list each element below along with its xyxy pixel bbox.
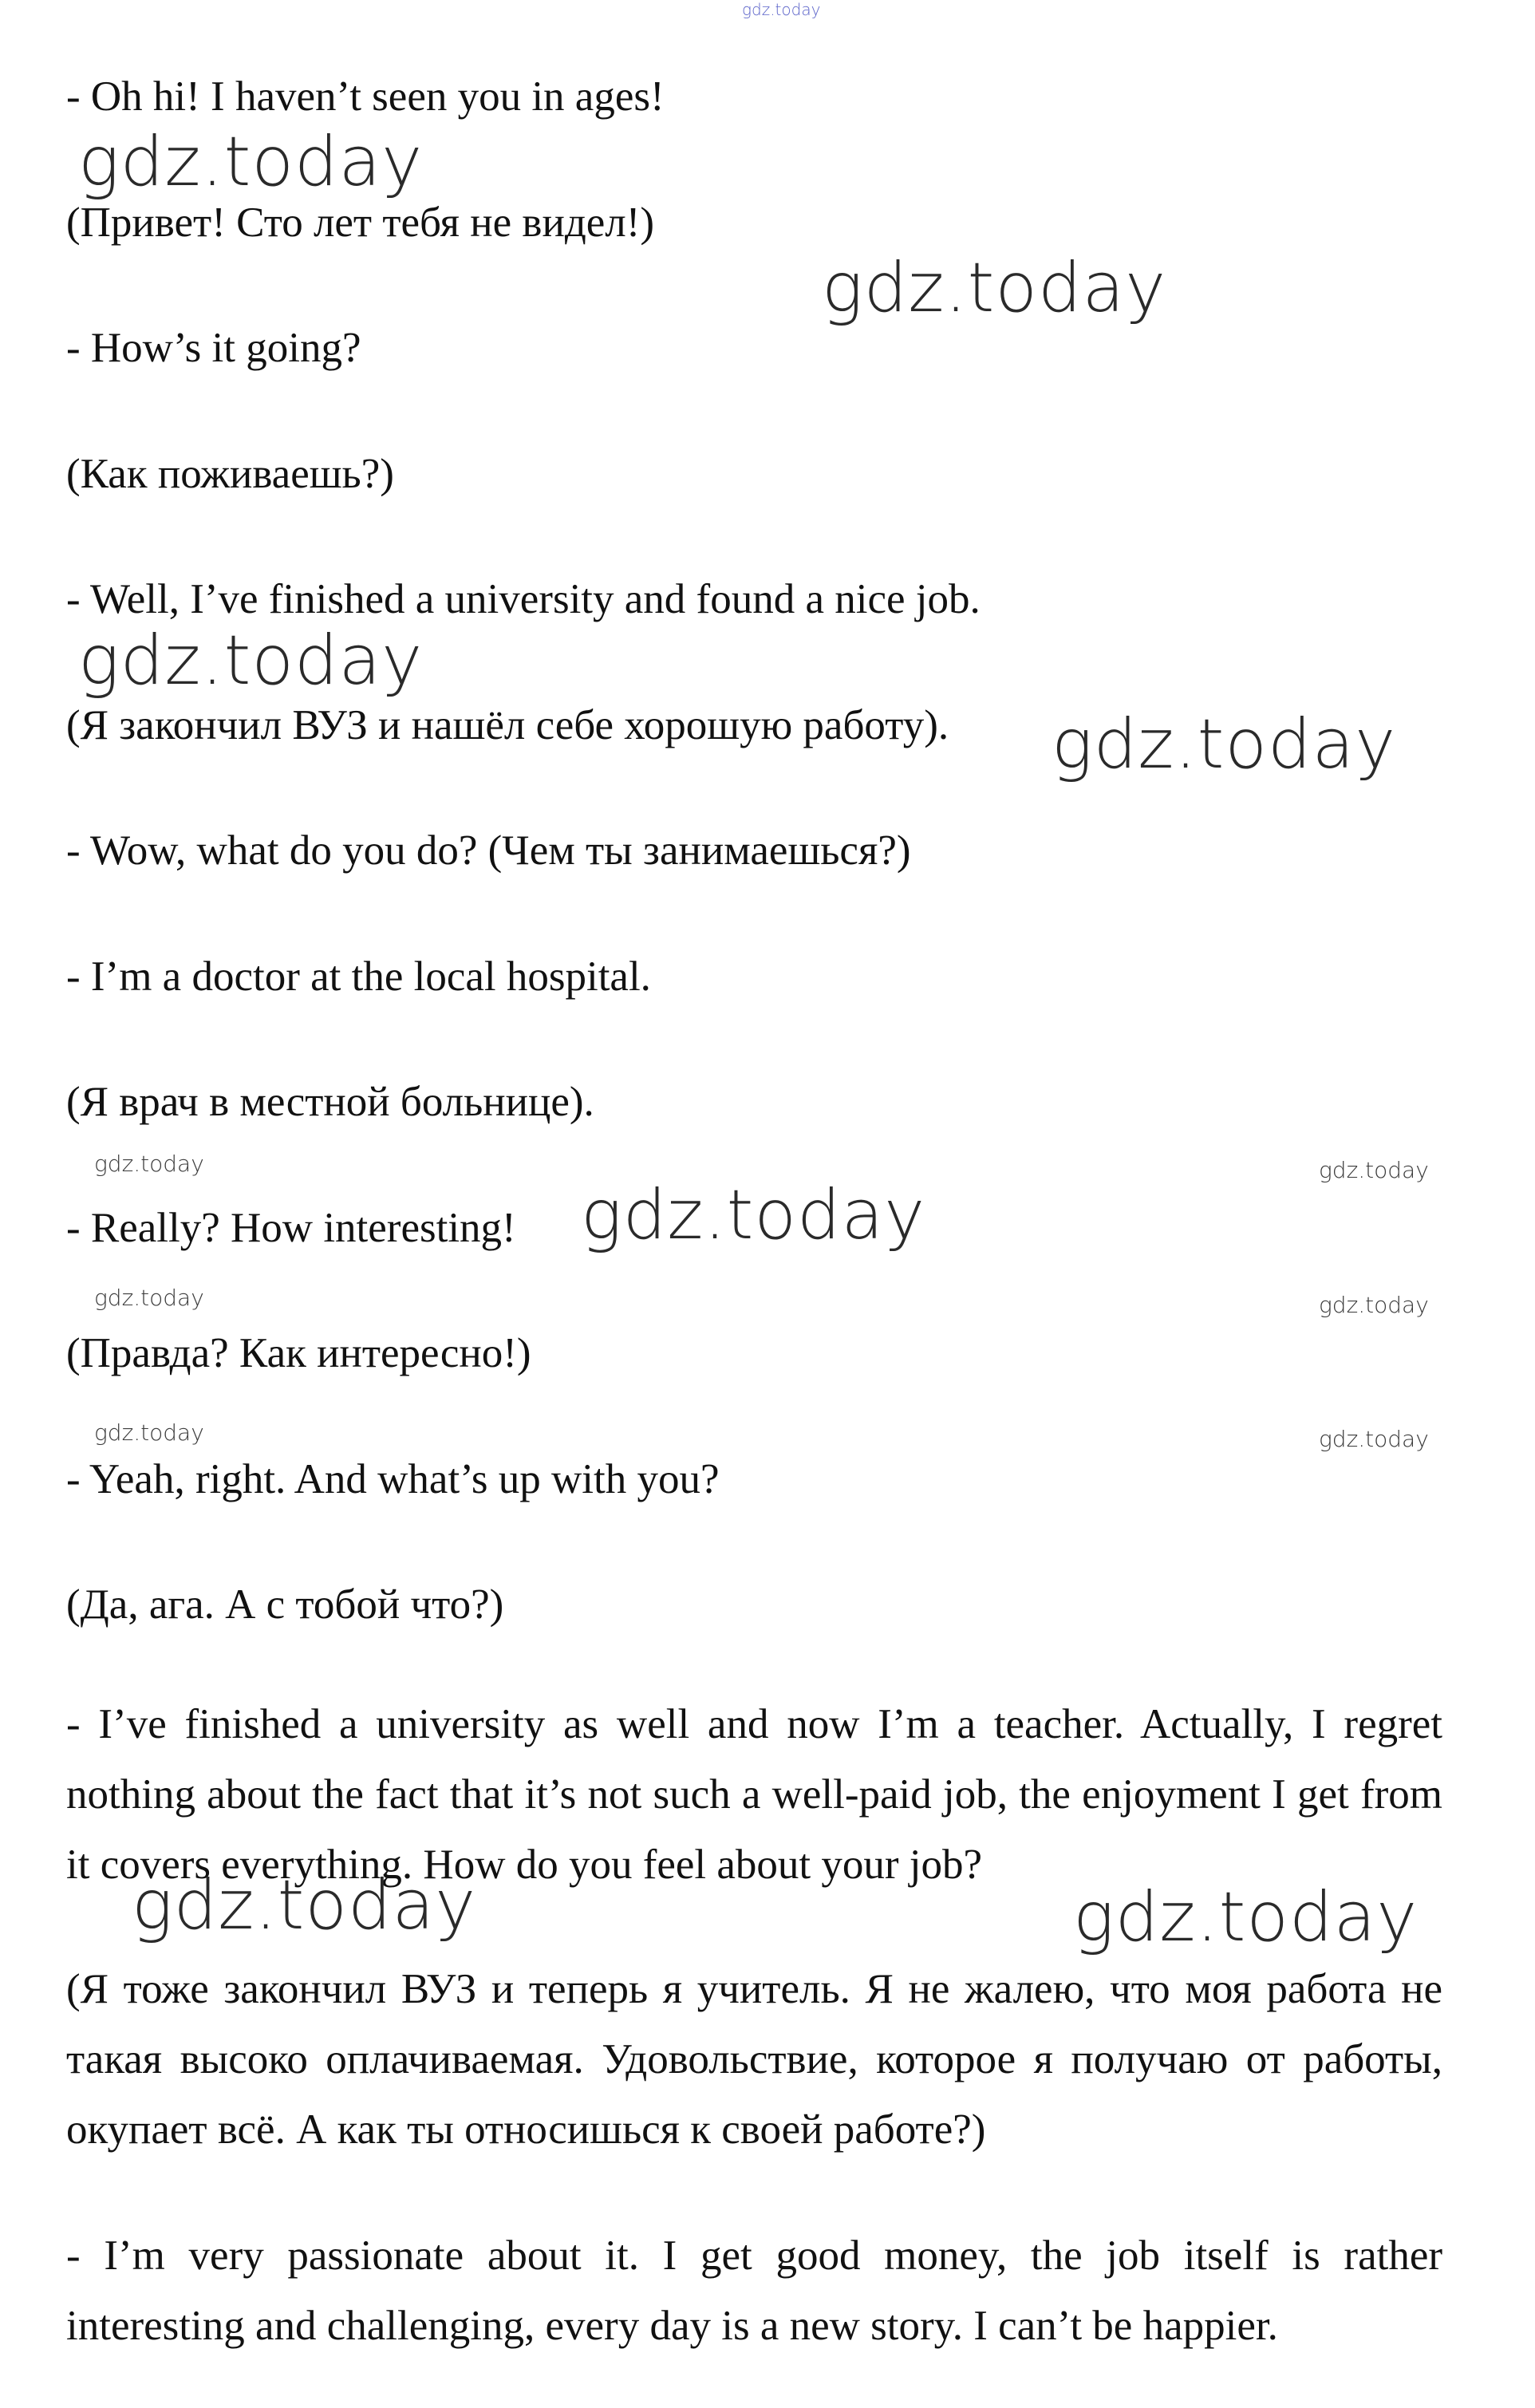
watermark-small-1: gdz.today [94,1151,204,1177]
dialogue-paragraph-2: (Я тоже закончил ВУЗ и теперь я учитель. Я не жалею, что моя работа не такая высоко оплачиваемая. Удовольствие, которое я получаю от работы, окупает всё. А как ты относишься к своей работе?) [66,1966,1442,2153]
dialogue-line-5: - Well, I’ve finished a university and found a nice job. [66,576,981,622]
watermark-large-2: gdz.today [822,248,1167,328]
dialogue-line-11: (Правда? Как интересно!) [66,1330,531,1376]
dialogue-line-9: (Я врач в местной больнице). [66,1079,594,1125]
dialogue-line-7: - Wow, what do you do? (Чем ты занимаешься?) [66,827,911,874]
watermark-small-3: gdz.today [94,1285,204,1311]
dialogue-paragraph-1: - I’ve finished a university as well and now I’m a teacher. Actually, I regret nothing about the fact that it’s not such a well-paid job, the enjoyment I get from it covers everything. How do you feel about your job? [66,1701,1442,1888]
dialogue-line-12: - Yeah, right. And what’s up with you? [66,1456,720,1502]
watermark-small-6: gdz.today [1319,1426,1429,1452]
watermark-top: gdz.today [742,0,821,19]
dialogue-line-10: - Really? How interesting! [66,1205,516,1251]
dialogue-paragraph-3: - I’m very passionate about it. I get good money, the job itself is rather interesting and challenging, every day is a new story. I can’t be happier. [66,2232,1442,2349]
dialogue-line-8: - I’m a doctor at the local hospital. [66,953,651,1000]
watermark-large-1: gdz.today [78,122,424,202]
watermark-small-2: gdz.today [1319,1157,1429,1183]
dialogue-line-3: - How’s it going? [66,325,361,371]
dialogue-line-13: (Да, ага. А с тобой что?) [66,1581,504,1628]
watermark-large-4: gdz.today [1052,705,1397,784]
watermark-small-5: gdz.today [94,1419,204,1446]
watermark-large-6: gdz.today [132,1865,477,1945]
watermark-large-3: gdz.today [78,621,424,701]
dialogue-line-4: (Как поживаешь?) [66,451,394,497]
dialogue-line-6: (Я закончил ВУЗ и нашёл себе хорошую работу). [66,702,949,748]
watermark-large-5: gdz.today [581,1175,926,1255]
dialogue-line-1: - Oh hi! I haven’t seen you in ages! [66,73,665,120]
watermark-large-7: gdz.today [1073,1877,1419,1957]
watermark-small-4: gdz.today [1319,1292,1429,1318]
dialogue-line-2: (Привет! Сто лет тебя не видел!) [66,199,655,246]
